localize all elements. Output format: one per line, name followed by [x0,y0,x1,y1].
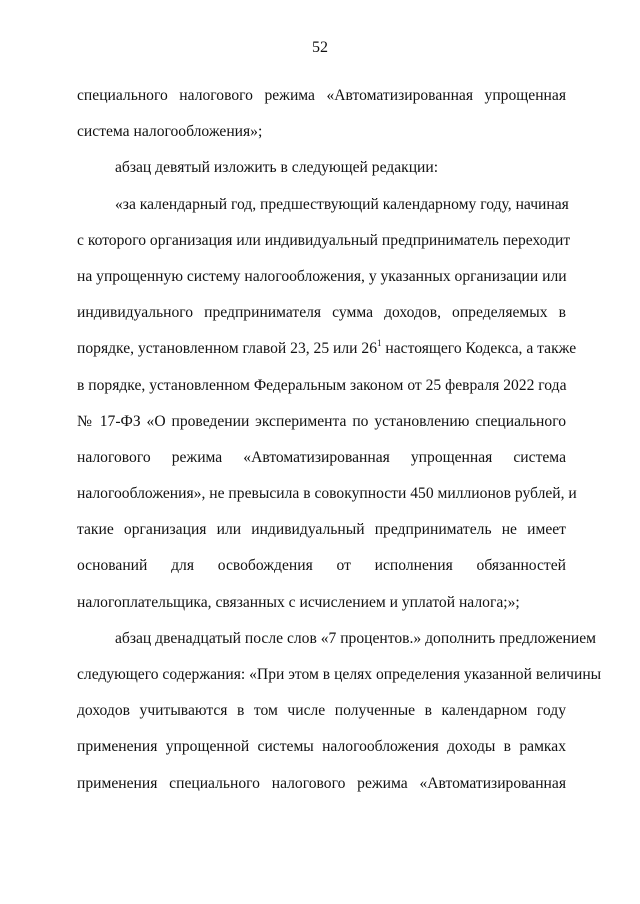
text-line: «за календарный год, предшествующий календарному году, начиная [115,195,569,213]
text-line: налогоплательщика, связанных с исчислением и уплатой налога;»; [77,593,520,611]
text-line: специального налогового режима «Автоматизированная упрощенная [77,87,566,104]
document-body [77,78,602,802]
text-line: индивидуального предпринимателя сумма доходов, определяемых в [77,304,566,322]
text-line: с которого организация или индивидуальный предприниматель переходит [77,231,571,249]
text-fragment: настоящего Кодекса, а также [381,340,577,358]
superscript: 1 [377,338,382,349]
text-line: на упрощенную систему налогообложения, у указанных организации или [77,267,567,285]
text-line: налогообложения», не превысила в совокупности 450 миллионов рублей, и [77,485,577,503]
page-number: 52 [312,39,328,56]
text-line: следующего содержания: «При этом в целях определения указанной величины [77,666,602,683]
text-line-with-superscript [77,331,577,367]
text-line: система налогообложения»; [77,123,263,141]
text-line: налогового режима «Автоматизированная упрощенная система [77,448,566,466]
text-line: абзац девятый изложить в следующей редакции: [115,159,439,177]
text-line: применения специального налогового режима «Автоматизированная [77,774,566,792]
text-line: в порядке, установленном Федеральным законом от 25 февраля 2022 года [77,376,567,394]
text-line: № 17-ФЗ «О проведении эксперимента по установлению специального [77,412,566,430]
text-line: применения упрощенной системы налогообложения доходы в рамках [77,738,566,756]
text-line: такие организация или индивидуальный предприниматель не имеет [77,521,566,539]
text-line: оснований для освобождения от исполнения обязанностей [77,557,566,575]
text-line: абзац двенадцатый после слов «7 процентов.» дополнить предложением [115,629,597,647]
text-line: доходов учитываются в том числе полученные в календарном году [77,702,566,720]
text-fragment: порядке, установленном главой 23, 25 или 26 [77,340,378,358]
